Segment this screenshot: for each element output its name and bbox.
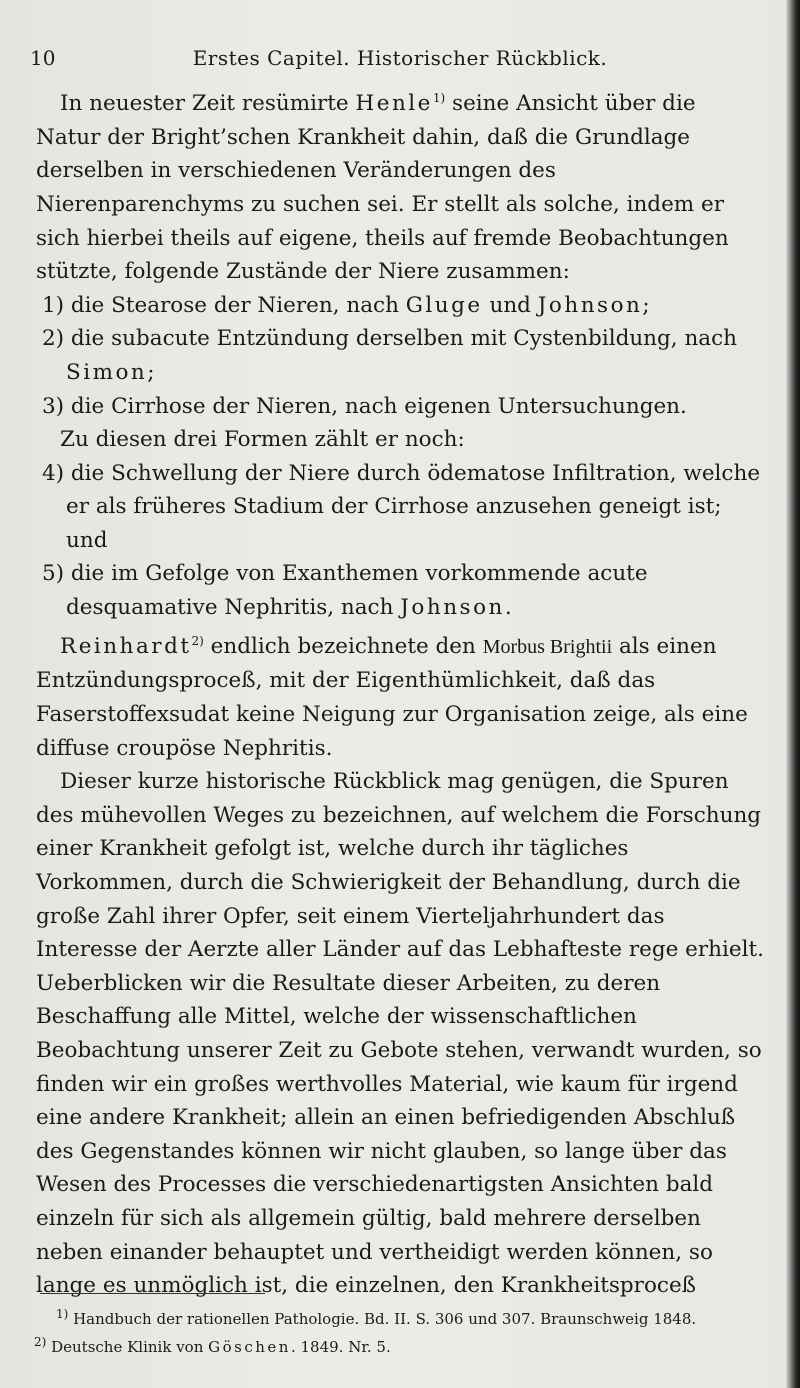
list-item: 2) die subacute Entzündung derselben mit Cystenbildung, nach Simon; [42, 326, 738, 385]
paragraph-text: Zu diesen drei Formen zählt er noch: [60, 427, 465, 453]
list-item: 3) die Cirrhose der Nieren, nach eigenen Untersuchungen. [42, 393, 687, 419]
paragraph-final: Dieser kurze historische Rückblick mag genügen, die Spuren des mühevollen Weges zu bezeichnen, auf welchem die Forschung einer Krankheit gefolgt ist, welche durch ihr tägliches Vorkommen, durch die Schwierigkeit der Behandlung, durch die große Zahl ihrer Opfer, seit einem Vierteljahrhundert das Interesse der Aerzte aller Länder auf das Lebhafteste rege erhielt. Ueberblicken wir die Resultate dieser Arbeiten, zu deren Beschaffung alle Mittel, welche der wissenschaftlichen Beobachtung unserer Zeit zu Gebote stehen, verwandt wurden, so finden wir ein großes werthvolles Material, wie kaum für irgend eine andere Krankheit; allein an einen befriedigenden Abschluß des Gegenstandes können wir nicht glauben, so lange über das Wesen des Processes die verschiedenartigsten Ansichten bald einzeln für sich als allgemein gültig, bald mehrere derselben neben einander behauptet und vertheidigt werden können, so lange es unmöglich ist, die einzelnen, den Krankheitsproceß [36, 769, 764, 1299]
page-number: 10 [30, 46, 56, 70]
author-name: Johnson [537, 292, 643, 318]
page-edge-shadow [786, 0, 800, 1388]
author-name: Johnson [400, 595, 505, 621]
footnote: $^{2)}$ Deutsche Klinik von Göschen. 1849. Nr. 5. [34, 1335, 391, 1356]
footnotes [34, 1303, 764, 1359]
footnote-divider [40, 1293, 265, 1294]
footnote-ref: 1) [432, 91, 446, 105]
latin-term: Morbus Brightii [482, 635, 613, 658]
list-item: 5) die im Gefolge von Exanthemen vorkommende acute desquamative Nephritis, nach Johnson. [42, 561, 648, 621]
author-name: Göschen [208, 1338, 291, 1356]
author-name: Reinhardt [60, 633, 192, 659]
footnote: $^{1)}$ Handbuch der rationellen Pathologie. Bd. II. S. 306 und 307. Braunschweig 1848. [56, 1307, 697, 1328]
running-head: Erstes Capitel. Historischer Rückblick. [192, 46, 608, 70]
paragraph-reinhardt: Reinhardt$^{2)}$ endlich bezeichnete den Morbus Brightii als einen Entzündungsproceß, mit der Eigenthümlichkeit, daß das Faserstoffexsudat keine Neigung zur Organisation zeige, als eine diffuse croupöse Nephritis. [36, 633, 748, 761]
main-text [36, 82, 764, 1303]
footnote-ref: 2) [191, 633, 204, 648]
author-name: Simon [66, 359, 148, 385]
author-name: Henle [355, 91, 433, 117]
author-name: Gluge [405, 292, 483, 318]
list-item: 1) die Stearose der Nieren, nach Gluge und Johnson; [42, 292, 650, 318]
paragraph-henle: In neuester Zeit resümirte Henle$^{1)}$ seine Ansicht über die Natur der Bright’schen Krankheit dahin, daß die Grundlage derselben in verschiedenen Veränderungen des Nierenparenchyms zu suchen sei. Er stellt als solche, indem er sich hierbei theils auf eigene, theils auf fremde Beobachtungen stützte, folgende Zustände der Niere zusammen: [36, 91, 729, 285]
page-header [30, 46, 770, 76]
list-item: 4) die Schwellung der Niere durch ödematose Infiltration, welche er als früheres Stadium der Cirrhose anzusehen geneigt ist; und [42, 460, 761, 553]
